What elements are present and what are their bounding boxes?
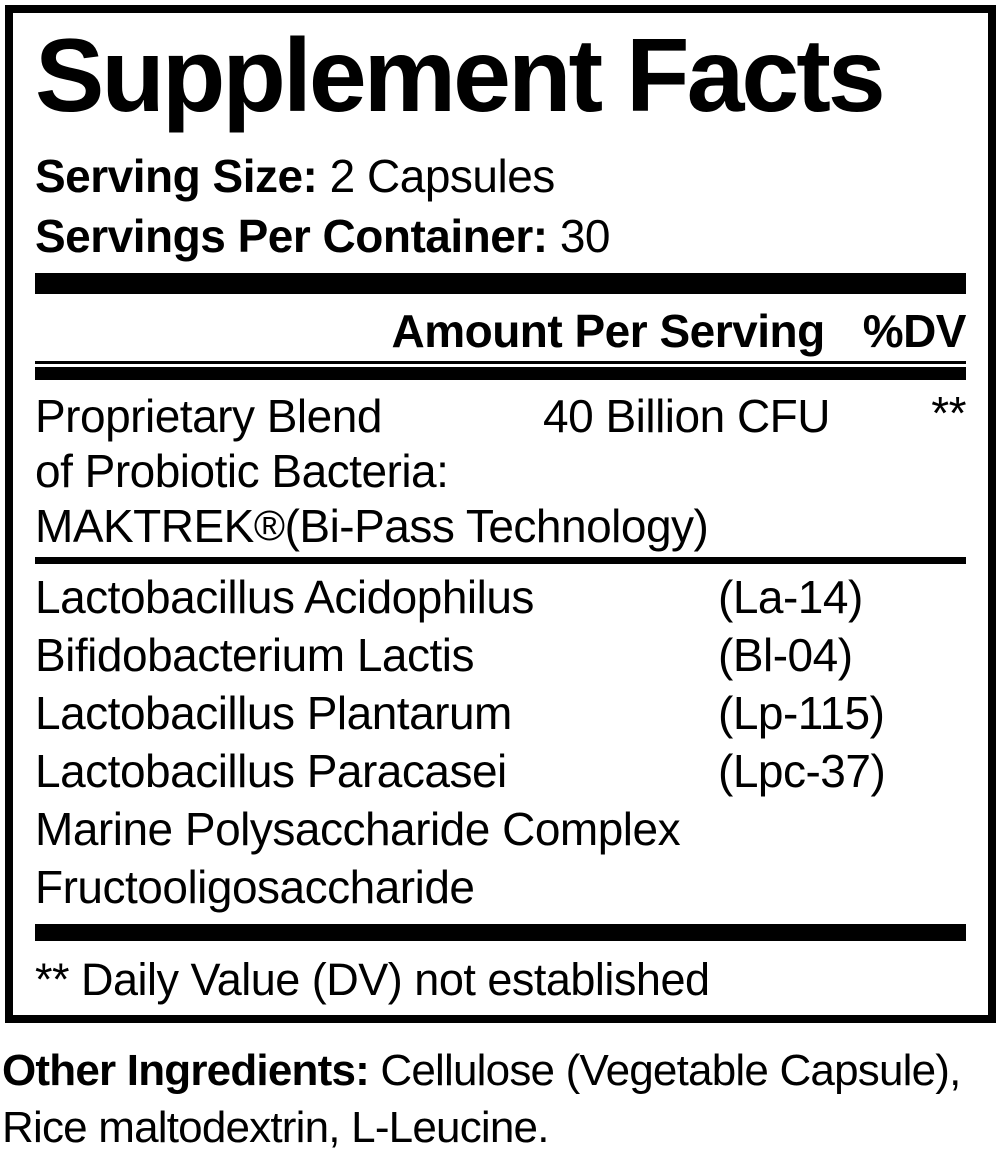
ingredient-row bbox=[35, 568, 966, 626]
ingredient-name: Lactobacillus Paracasei bbox=[35, 745, 507, 797]
other-ingredients-line1 bbox=[2, 1042, 1000, 1099]
ingredient-row bbox=[35, 800, 966, 858]
supplement-facts-panel bbox=[5, 5, 996, 1023]
ingredient-name: Lactobacillus Plantarum bbox=[35, 687, 512, 739]
ingredient-name: Bifidobacterium Lactis bbox=[35, 629, 474, 681]
divider-mid-rule bbox=[35, 557, 966, 564]
proprietary-blend-line3 bbox=[35, 499, 966, 555]
serving-size-label: Serving Size: bbox=[35, 150, 318, 202]
ingredient-row bbox=[35, 742, 966, 800]
proprietary-blend-line1 bbox=[35, 389, 966, 444]
other-ingredients-line2: Rice maltodextrin, L-Leucine. bbox=[2, 1103, 549, 1152]
divider-footnote-bar bbox=[35, 924, 966, 941]
divider-thick-rule bbox=[35, 367, 966, 380]
ingredient-row bbox=[35, 684, 966, 742]
proprietary-blend-amount: 40 Billion CFU bbox=[543, 390, 830, 442]
ingredient-row bbox=[35, 626, 966, 684]
divider-heavy-top bbox=[35, 273, 966, 294]
amount-per-serving-header: Amount Per Serving bbox=[391, 305, 825, 357]
other-ingredients-label: Other Ingredients: bbox=[2, 1046, 369, 1095]
strain-code: (La-14) bbox=[718, 571, 863, 623]
proprietary-blend-line2: of Probiotic Bacteria: bbox=[35, 445, 449, 497]
brand-name: MAKTREK bbox=[35, 500, 254, 552]
ingredient-row bbox=[35, 858, 966, 916]
ingredient-name: Marine Polysaccharide Complex bbox=[35, 803, 681, 855]
strain-code: (Lp-115) bbox=[718, 687, 885, 739]
brand-suffix: (Bi-Pass Technology) bbox=[284, 500, 709, 552]
column-header-row bbox=[35, 301, 966, 361]
serving-size-value: 2 Capsules bbox=[317, 150, 555, 202]
servings-per-container-label: Servings Per Container: bbox=[35, 210, 548, 262]
proprietary-blend-dv: ** bbox=[931, 387, 966, 439]
daily-value-footnote: ** Daily Value (DV) not established bbox=[35, 954, 710, 1005]
ingredient-list bbox=[35, 568, 966, 916]
strain-code: (Lpc-37) bbox=[718, 745, 886, 797]
ingredient-name: Fructooligosaccharide bbox=[35, 861, 475, 913]
registered-trademark-symbol: ® bbox=[253, 502, 285, 549]
ingredient-name: Lactobacillus Acidophilus bbox=[35, 571, 534, 623]
percent-dv-header: %DV bbox=[862, 305, 966, 357]
panel-title: Supplement Facts bbox=[35, 18, 883, 134]
serving-size-line bbox=[35, 146, 966, 206]
servings-per-container-line bbox=[35, 206, 966, 266]
proprietary-blend-block bbox=[35, 389, 966, 555]
divider-double-rule bbox=[35, 361, 966, 380]
other-ingredients-value: Cellulose (Vegetable Capsule), bbox=[368, 1046, 961, 1095]
proprietary-blend-name: Proprietary Blend bbox=[35, 390, 382, 442]
servings-per-container-value: 30 bbox=[547, 210, 610, 262]
other-ingredients-block bbox=[2, 1042, 1000, 1156]
strain-code: (Bl-04) bbox=[718, 629, 853, 681]
